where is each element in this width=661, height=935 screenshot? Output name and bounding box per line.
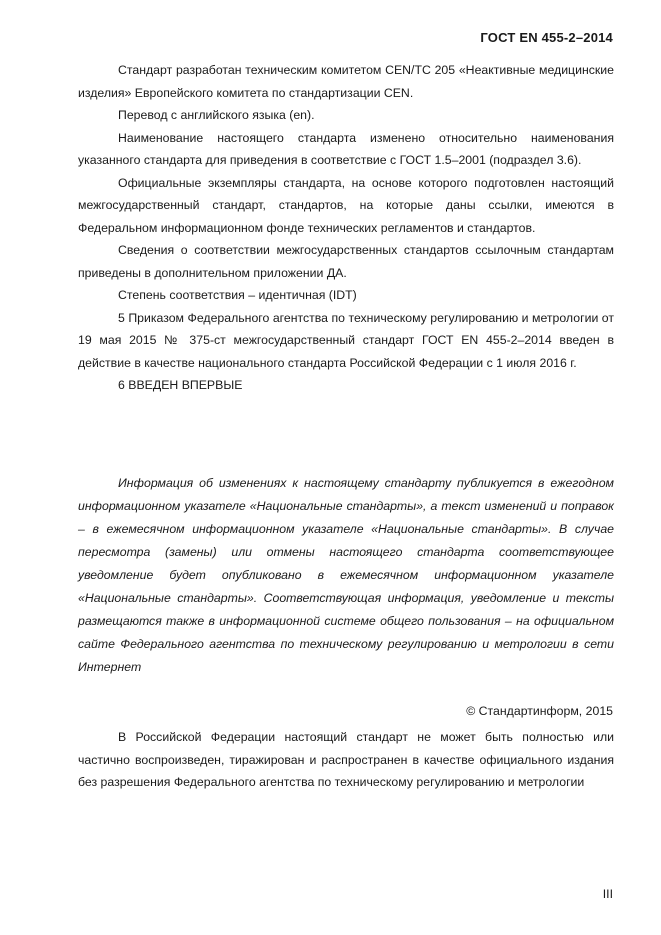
paragraph-name-change: Наименование настоящего стандарта изменено относительно наименования указанного стандарта для приведения в соответствие с ГОСТ 1.5–2001 (подраздел 3.6). — [78, 130, 614, 167]
paragraph-degree-of-conformity: Степень соответствия – идентичная (IDT) — [118, 288, 357, 302]
info-note-text: Информация об изменениях к настоящему стандарту публикуется в ежегодном информационном указателе «Национальные стандарты», а текст изменений и поправок – в ежемесячном информационном указателе «Национальные стандарты». В случае пересмотра (замены) или отмены настоящего стандарта соответствующее уведомление будет опубликовано в ежемесячном информационном указателе «Национальные стандарты». Соответствующая информация, уведомление и тексты размещаются также в информационной системе общего пользования – на официальном сайте Федерального агентства по техническому регулированию и метрологии в сети Интернет — [78, 476, 614, 674]
paragraph-conformity-info: Сведения о соответствии межгосударственных стандартов ссылочным стандартам приведены в дополнительном приложении ДА. — [78, 243, 614, 280]
paragraph-introduced-first: 6 ВВЕДЕН ВПЕРВЫЕ — [118, 378, 243, 392]
standard-id-header: ГОСТ EN 455-2–2014 — [480, 30, 613, 45]
info-note-block — [78, 472, 614, 679]
paragraph-translation: Перевод с английского языка (en). — [118, 108, 315, 122]
paragraph-developer: Стандарт разработан техническим комитетом CEN/TC 205 «Неактивные медицинские изделия» Европейского комитета по стандартизации CEN. — [78, 63, 614, 100]
page-number: III — [602, 887, 613, 901]
rights-block — [78, 726, 614, 794]
rights-notice-text: В Российской Федерации настоящий стандарт не может быть полностью или частично воспроизведен, тиражирован и распространен в качестве официального издания без разрешения Федерального агентства по техническому регулированию и метрологии — [78, 730, 614, 789]
paragraph-official-copies: Официальные экземпляры стандарта, на основе которого подготовлен настоящий межгосударственный стандарт, стандартов, на которые даны ссылки, имеются в Федеральном информационном фонде технических регламентов и стандартов. — [78, 175, 614, 235]
preface-block — [78, 59, 614, 397]
paragraph-order: 5 Приказом Федерального агентства по техническому регулированию и метрологии от 19 мая 2015 № 375-ст межгосударственный стандарт ГОСТ EN 455-2–2014 введен в действие в качестве национального стандарта Российской Федерации с 1 июля 2016 г. — [78, 310, 614, 370]
copyright-line: © Стандартинформ, 2015 — [466, 704, 613, 718]
